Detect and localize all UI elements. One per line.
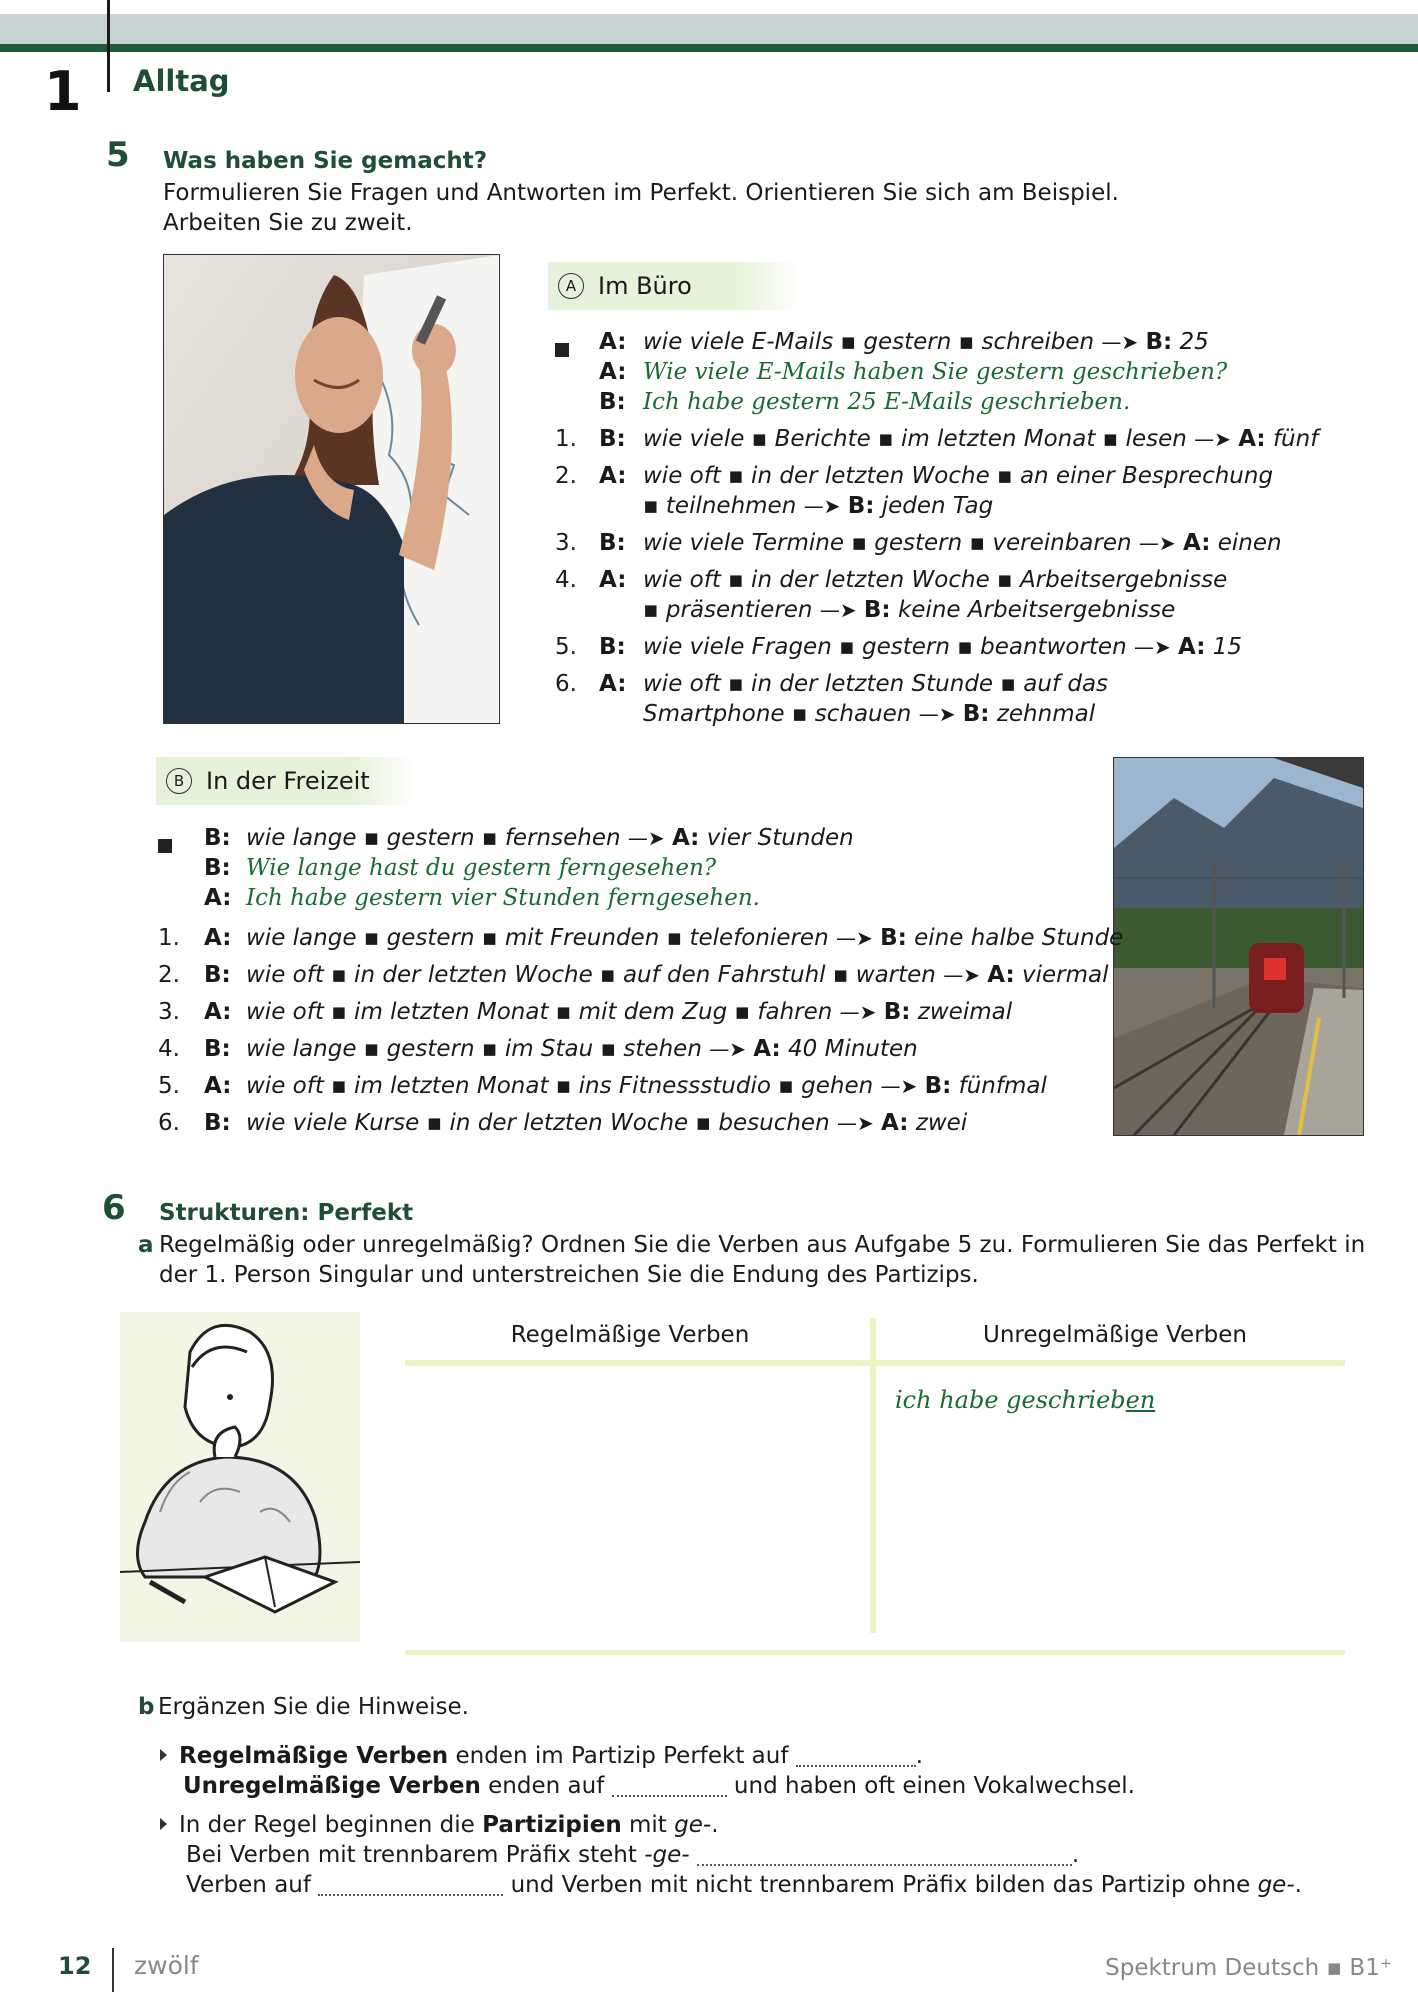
section-a-title: Im Büro (598, 272, 692, 300)
arrow-icon: —➤ (819, 598, 857, 622)
irregular-example-ending: en (1125, 1386, 1156, 1414)
item-answer-speaker: A: (1178, 634, 1206, 660)
section-a-handwritten-question (555, 357, 1315, 387)
page-number: 12 (58, 1952, 92, 1980)
example-answer-value: vier Stunden (706, 825, 854, 851)
hint-text: und haben oft einen Vokalwechsel. (726, 1773, 1135, 1799)
arrow-icon: —➤ (835, 926, 873, 950)
item-answer: einen (1217, 530, 1282, 556)
item-prompt: wie viele Termine ▪ gestern ▪ vereinbaren (643, 530, 1132, 556)
item-answer-speaker: B: (924, 1073, 952, 1099)
hint-italic: -ge- (644, 1842, 690, 1868)
hint-text: Verben auf (186, 1872, 311, 1898)
page-number-word: zwölf (134, 1951, 199, 1980)
chapter-number: 1 (44, 60, 82, 123)
item-prompt: wie oft ▪ im letzten Monat ▪ mit dem Zug ▪ fahren (246, 999, 833, 1025)
item-answer: eine halbe Stunde (914, 925, 1124, 951)
arrow-icon: —➤ (1133, 635, 1171, 659)
item-number: 1. (158, 925, 180, 951)
section-b-item (158, 1071, 1098, 1101)
item-answer: viermal (1022, 962, 1109, 988)
hint-bold: Regelmäßige Verben (179, 1743, 449, 1769)
section-a-item (555, 461, 1355, 521)
footer-divider (112, 1948, 114, 1992)
hw-question: Wie lange hast du gestern ferngesehen? (246, 855, 717, 881)
item-answer-speaker: A: (987, 962, 1015, 988)
arrow-icon: —➤ (1138, 531, 1176, 555)
hw-answer-speaker: B: (599, 389, 626, 415)
item-speaker: A: (204, 1073, 232, 1099)
item-prompt: wie oft ▪ in der letzten Woche ▪ Arbeitsergebnisse (643, 567, 1228, 593)
example-speaker: B: (204, 825, 231, 851)
hint-text: und Verben mit nicht trennbarem Präfix bilden das Partizip ohne (503, 1872, 1258, 1898)
item-prompt: wie oft ▪ im letzten Monat ▪ ins Fitnessstudio ▪ gehen (246, 1073, 874, 1099)
example-answer-speaker: B: (1145, 329, 1173, 355)
item-prompt-cont: ▪ präsentieren (643, 597, 813, 623)
item-answer-speaker: B: (847, 493, 875, 519)
item-speaker: B: (204, 962, 231, 988)
example-speaker: A: (599, 329, 627, 355)
item-answer: zehnmal (996, 701, 1096, 727)
table-bottom-rule (405, 1650, 1345, 1655)
arrow-icon: —➤ (1101, 330, 1139, 354)
exercise-6b-letter: b (138, 1694, 155, 1720)
section-b-example (158, 823, 1078, 853)
item-answer: keine Arbeitsergebnisse (897, 597, 1176, 623)
item-answer: zweimal (917, 999, 1013, 1025)
arrow-icon: —➤ (709, 1037, 746, 1061)
item-answer-speaker: A: (881, 1110, 909, 1136)
header-rule (0, 44, 1418, 52)
arrow-icon: —➤ (836, 1111, 874, 1135)
section-b-item (158, 1034, 1098, 1064)
item-number: 5. (555, 634, 577, 660)
hint-text: enden auf (480, 1773, 605, 1799)
blank-field[interactable] (697, 1846, 1072, 1866)
item-number: 3. (158, 999, 180, 1025)
item-prompt: wie lange ▪ gestern ▪ mit Freunden ▪ telefonieren (246, 925, 829, 951)
section-b-item (158, 923, 1124, 953)
section-b-handwritten-question (158, 853, 1078, 883)
example-answer-speaker: A: (671, 825, 700, 851)
hint-1-line-1 (160, 1741, 923, 1771)
section-b-handwritten-answer (158, 883, 1078, 913)
item-answer: 15 (1212, 634, 1243, 660)
section-a-handwritten-answer (555, 387, 1315, 417)
exercise-6b-intro: Ergänzen Sie die Hinweise. (158, 1694, 469, 1720)
item-answer-speaker: A: (1182, 530, 1211, 556)
exercise-5-intro-2: Arbeiten Sie zu zweit. (163, 210, 413, 236)
section-b-item (158, 997, 1098, 1027)
exercise-5-title: Was haben Sie gemacht? (163, 148, 488, 174)
column-header-irregular: Unregelmäßige Verben (983, 1322, 1247, 1348)
item-answer-speaker: A: (1238, 426, 1266, 452)
exercise-6a-letter: a (138, 1232, 154, 1258)
section-a-label (548, 262, 798, 310)
item-answer-speaker: B: (880, 925, 907, 951)
arrow-icon: —➤ (627, 826, 665, 850)
item-prompt: wie oft ▪ in der letzten Stunde ▪ auf das (643, 671, 1109, 697)
office-woman-photo (163, 254, 500, 724)
item-number: 4. (158, 1036, 180, 1062)
blank-field[interactable] (796, 1747, 916, 1767)
bullet-icon (160, 1749, 167, 1761)
item-number: 4. (555, 567, 577, 593)
section-b-label (156, 757, 416, 805)
example-answer-value: 25 (1179, 329, 1209, 355)
arrow-icon: —➤ (918, 702, 956, 726)
hint-text: In der Regel beginnen die (179, 1812, 483, 1838)
section-b-item (158, 960, 1109, 990)
hint-2-line-3 (186, 1870, 1302, 1900)
hint-bold: Unregelmäßige Verben (183, 1773, 481, 1799)
column-header-regular: Regelmäßige Verben (510, 1322, 750, 1348)
arrow-icon: —➤ (943, 963, 980, 987)
irregular-example (895, 1386, 1155, 1414)
hint-text: . (1294, 1872, 1302, 1898)
exercise-5-number: 5 (106, 135, 130, 175)
item-number: 6. (555, 671, 577, 697)
section-a-example (555, 327, 1315, 357)
section-a-item (555, 669, 1355, 729)
item-number: 2. (158, 962, 180, 988)
blank-field[interactable] (318, 1876, 503, 1896)
item-prompt: wie oft ▪ in der letzten Woche ▪ an einer Besprechung (643, 463, 1274, 489)
item-speaker: B: (599, 634, 626, 660)
hint-1-line-2 (183, 1771, 1135, 1801)
thinking-man-illustration (110, 1312, 370, 1652)
item-number: 2. (555, 463, 577, 489)
hw-answer: Ich habe gestern vier Stunden ferngesehen. (246, 885, 760, 911)
item-prompt-cont: Smartphone ▪ schauen (643, 701, 912, 727)
arrow-icon: —➤ (880, 1074, 918, 1098)
arrow-icon: —➤ (1194, 427, 1231, 451)
hw-question-speaker: B: (204, 855, 231, 881)
item-number: 5. (158, 1073, 180, 1099)
section-b-marker: B (166, 768, 192, 794)
section-a-marker: A (558, 273, 584, 299)
hw-answer-speaker: A: (204, 885, 232, 911)
irregular-example-stem: ich habe geschrieb (895, 1386, 1126, 1414)
hint-2-line-2 (186, 1840, 1079, 1870)
exercise-6a-text-2: der 1. Person Singular und unterstreichen Sie die Endung des Partizips. (159, 1262, 979, 1288)
exercise-6-title: Strukturen: Perfekt (159, 1200, 414, 1226)
header-band (0, 14, 1418, 44)
item-prompt: wie oft ▪ in der letzten Woche ▪ auf den Fahrstuhl ▪ warten (246, 962, 936, 988)
hint-2-line-1 (160, 1810, 719, 1840)
item-speaker: B: (204, 1110, 231, 1136)
item-prompt: wie lange ▪ gestern ▪ im Stau ▪ stehen (246, 1036, 702, 1062)
item-answer: fünf (1272, 426, 1319, 452)
exercise-5-intro-1: Formulieren Sie Fragen und Antworten im Perfekt. Orientieren Sie sich am Beispiel. (163, 180, 1119, 206)
item-speaker: A: (599, 567, 627, 593)
hint-bold: Partizipien (482, 1812, 622, 1838)
item-answer: fünfmal (958, 1073, 1047, 1099)
arrow-icon: —➤ (803, 494, 841, 518)
table-column-divider (870, 1318, 876, 1633)
section-b-item (158, 1108, 1098, 1138)
item-answer-speaker: B: (863, 597, 891, 623)
section-b-title: In der Freizeit (206, 767, 370, 795)
blank-field[interactable] (612, 1777, 727, 1797)
item-prompt: wie viele ▪ Berichte ▪ im letzten Monat ▪ lesen (643, 426, 1187, 452)
hint-italic: ge- (674, 1812, 712, 1838)
item-number: 6. (158, 1110, 180, 1136)
chapter-divider (107, 0, 110, 92)
example-prompt: wie viele E-Mails ▪ gestern ▪ schreiben (643, 329, 1095, 355)
hint-text: . (915, 1743, 924, 1769)
item-answer-speaker: B: (962, 701, 990, 727)
item-speaker: A: (204, 925, 232, 951)
hint-text: . (711, 1812, 719, 1838)
arrow-icon: —➤ (839, 1000, 877, 1024)
section-a-item (555, 632, 1355, 662)
item-speaker: B: (599, 530, 626, 556)
item-number: 3. (555, 530, 577, 556)
item-speaker: A: (599, 463, 627, 489)
item-prompt: wie viele Kurse ▪ in der letzten Woche ▪ besuchen (246, 1110, 830, 1136)
hint-text: Bei Verben mit trennbarem Präfix steht (186, 1842, 645, 1868)
item-answer-speaker: B: (883, 999, 911, 1025)
item-speaker: B: (599, 426, 626, 452)
item-prompt: wie viele Fragen ▪ gestern ▪ beantworten (643, 634, 1127, 660)
hint-text: . (1071, 1842, 1080, 1868)
item-answer: 40 Minuten (788, 1036, 918, 1062)
bullet-icon (160, 1818, 167, 1830)
item-answer: jeden Tag (881, 493, 994, 519)
section-a-item (555, 424, 1355, 454)
book-title: Spektrum Deutsch ▪ B1⁺ (1105, 1955, 1392, 1981)
item-answer-speaker: A: (753, 1036, 781, 1062)
item-speaker: B: (204, 1036, 231, 1062)
hint-text: enden im Partizip Perfekt auf (448, 1743, 789, 1769)
item-prompt-cont: ▪ teilnehmen (643, 493, 797, 519)
chapter-title: Alltag (133, 64, 230, 98)
item-answer: zwei (915, 1110, 968, 1136)
train-station-photo (1113, 757, 1364, 1136)
item-number: 1. (555, 426, 577, 452)
item-speaker: A: (599, 671, 627, 697)
hint-text: mit (621, 1812, 675, 1838)
exercise-6a-text-1: Regelmäßig oder unregelmäßig? Ordnen Sie die Verben aus Aufgabe 5 zu. Formulieren Sie das Perfekt in (159, 1232, 1366, 1258)
section-a-item (555, 528, 1355, 558)
hw-question-speaker: A: (599, 359, 627, 385)
hint-italic: ge- (1257, 1872, 1295, 1898)
section-a-item (555, 565, 1355, 625)
example-prompt: wie lange ▪ gestern ▪ fernsehen (246, 825, 621, 851)
hw-question: Wie viele E-Mails haben Sie gestern geschrieben? (643, 359, 1228, 385)
hw-answer: Ich habe gestern 25 E-Mails geschrieben. (643, 389, 1131, 415)
item-speaker: A: (204, 999, 232, 1025)
exercise-6-number: 6 (102, 1188, 126, 1228)
